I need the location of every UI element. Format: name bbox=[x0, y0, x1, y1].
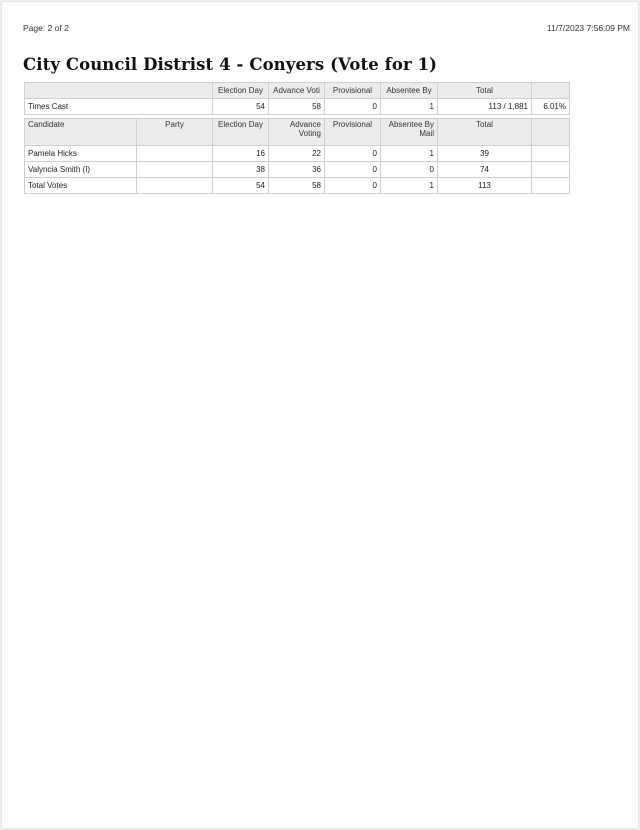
header-candidate: Candidate bbox=[25, 119, 137, 146]
race-title: City Council Distrist 4 - Conyers (Vote for 1) bbox=[23, 55, 438, 74]
times-cast-absentee: 1 bbox=[381, 99, 438, 115]
report-timestamp: 11/7/2023 7:56:09 PM bbox=[546, 23, 630, 33]
table-row bbox=[25, 146, 570, 162]
table-row bbox=[25, 178, 570, 194]
report-page bbox=[2, 2, 638, 828]
provisional-votes: 0 bbox=[325, 162, 381, 178]
header-absentee-by-mail bbox=[381, 119, 438, 146]
times-cast-total: 113 / 1,881 bbox=[438, 99, 532, 115]
header-total: Total bbox=[438, 119, 532, 146]
header-party: Party bbox=[137, 119, 213, 146]
candidate-header-row bbox=[25, 119, 570, 146]
times-cast-election-day: 54 bbox=[213, 99, 269, 115]
header-provisional: Provisional bbox=[325, 119, 381, 146]
absentee-votes: 0 bbox=[381, 162, 438, 178]
election-day-votes: 38 bbox=[213, 162, 269, 178]
candidate-results-table bbox=[24, 118, 570, 194]
header-absentee: Absentee By bbox=[381, 83, 438, 99]
candidate-name: Total Votes bbox=[25, 178, 137, 194]
advance-votes: 36 bbox=[269, 162, 325, 178]
header-blank bbox=[25, 83, 213, 99]
times-cast-provisional: 0 bbox=[325, 99, 381, 115]
candidate-party bbox=[137, 178, 213, 194]
candidate-party bbox=[137, 162, 213, 178]
times-cast-row bbox=[25, 99, 570, 115]
election-day-votes: 16 bbox=[213, 146, 269, 162]
times-cast-label: Times Cast bbox=[25, 99, 213, 115]
advance-votes: 58 bbox=[269, 178, 325, 194]
header-total: Total bbox=[438, 83, 532, 99]
header-advance-voting bbox=[269, 119, 325, 146]
header-extra bbox=[532, 119, 570, 146]
extra-cell bbox=[532, 178, 570, 194]
times-cast-header-row bbox=[25, 83, 570, 99]
absentee-votes: 1 bbox=[381, 178, 438, 194]
candidate-party bbox=[137, 146, 213, 162]
extra-cell bbox=[532, 162, 570, 178]
provisional-votes: 0 bbox=[325, 146, 381, 162]
header-advance-line1: Advance bbox=[289, 120, 321, 129]
table-row bbox=[25, 162, 570, 178]
absentee-votes: 1 bbox=[381, 146, 438, 162]
header-election-day: Election Day bbox=[213, 83, 269, 99]
extra-cell bbox=[532, 146, 570, 162]
header-advance-line2: Voting bbox=[298, 129, 321, 138]
times-cast-table bbox=[24, 82, 570, 115]
candidate-name: Pamela Hicks bbox=[25, 146, 137, 162]
header-absentee-line1: Absentee By bbox=[388, 120, 434, 129]
total-votes: 74 bbox=[438, 162, 532, 178]
times-cast-advance: 58 bbox=[269, 99, 325, 115]
election-day-votes: 54 bbox=[213, 178, 269, 194]
total-votes: 113 bbox=[438, 178, 532, 194]
header-provisional: Provisional bbox=[325, 83, 381, 99]
advance-votes: 22 bbox=[269, 146, 325, 162]
times-cast-percent: 6.01% bbox=[532, 99, 570, 115]
candidate-name: Valyncia Smith (I) bbox=[25, 162, 137, 178]
header-percent bbox=[532, 83, 570, 99]
header-advance-voting: Advance Voti bbox=[269, 83, 325, 99]
provisional-votes: 0 bbox=[325, 178, 381, 194]
page-number: Page: 2 of 2 bbox=[23, 23, 69, 33]
total-votes: 39 bbox=[438, 146, 532, 162]
header-election-day: Election Day bbox=[213, 119, 269, 146]
header-absentee-line2: Mail bbox=[419, 129, 434, 138]
